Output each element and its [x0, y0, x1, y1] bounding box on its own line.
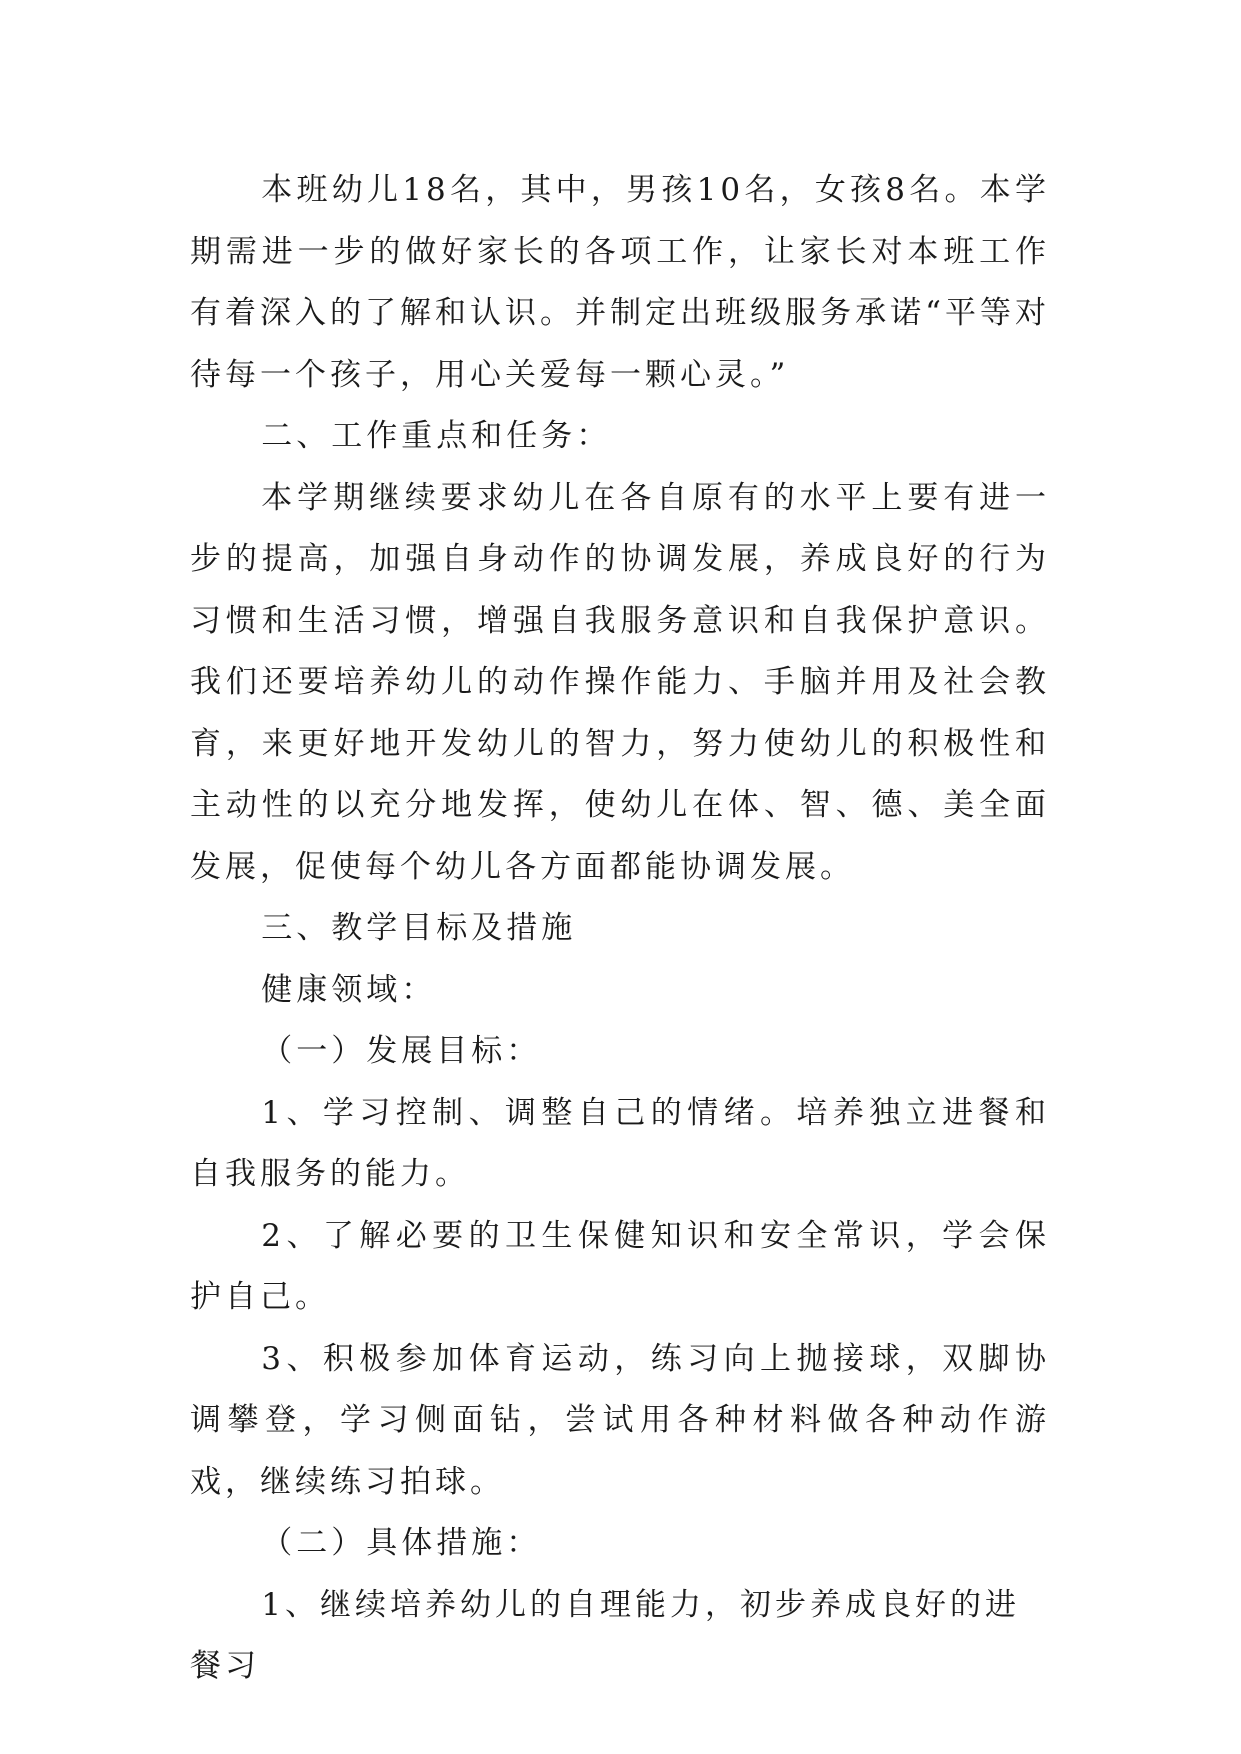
heading-teaching-goals: 三、教学目标及措施 [261, 910, 577, 946]
heading-health-domain: 健康领域： [261, 971, 437, 1008]
list-item-goal-2: 2、了解必要的卫生保健知识和安全常识，学会保护自己。 [190, 1217, 1050, 1315]
heading-development-goals: （一）发展目标： [261, 1033, 542, 1069]
heading-work-focus: 二、工作重点和任务： [261, 418, 612, 454]
paragraph-work-focus: 本学期继续要求幼儿在各自原有的水平上要有进一步的提高，加强自身动作的协调发展，养成良好的行为习惯和生活习惯，增强自我服务意识和自我保护意识。我们还要培养幼儿的动作操作能力、手脑并用及社会教育，来更好地开发幼儿的智力，努力使幼儿的积极性和主动性的以充分地发挥，使幼儿在体、智、德、美全面发展，促使每个幼儿各方面都能协调发展。 [190, 479, 1050, 885]
document-body [190, 160, 1050, 1698]
list-item-goal-3: 3、积极参加体育运动，练习向上抛接球，双脚协调攀登，学习侧面钻，尝试用各种材料做各种动作游戏，继续练习拍球。 [190, 1340, 1050, 1500]
paragraph-class-overview: 本班幼儿18名，其中，男孩10名，女孩8名。本学期需进一步的做好家长的各项工作，让家长对本班工作有着深入的了解和认识。并制定出班级服务承诺“平等对待每一个孩子，用心关爱每一颗心灵。” [190, 172, 1050, 393]
list-item-goal-1: 1、学习控制、调整自己的情绪。培养独立进餐和自我服务的能力。 [190, 1094, 1050, 1192]
list-item-measure-1: 1、继续培养幼儿的自理能力，初步养成良好的进餐习 [190, 1586, 1021, 1684]
heading-specific-measures: （二）具体措施： [261, 1525, 542, 1561]
